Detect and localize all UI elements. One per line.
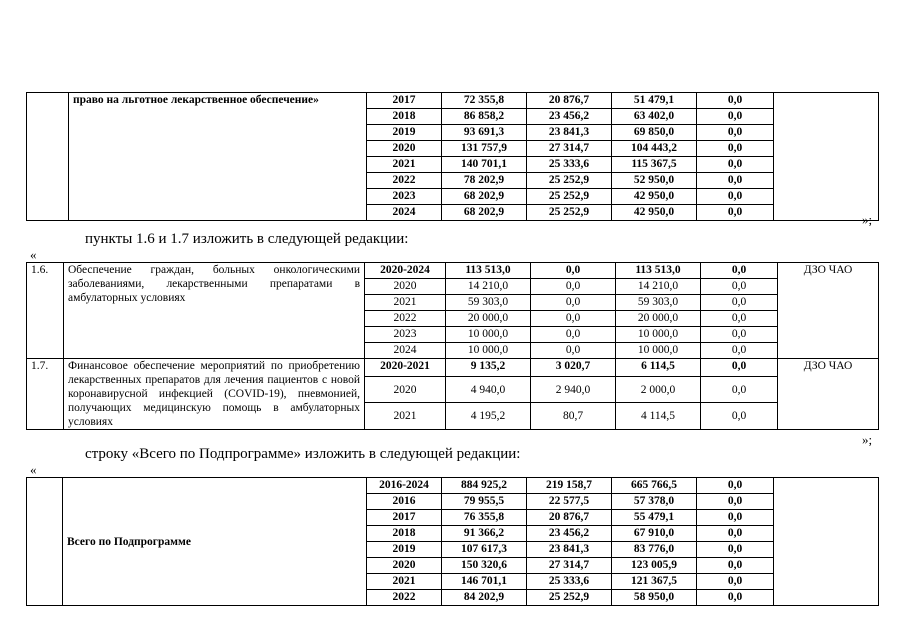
value-cell: 59 303,0: [616, 295, 701, 311]
year-cell: 2023: [367, 189, 442, 205]
year-cell: 2021: [367, 157, 442, 173]
value-cell: 0,0: [697, 141, 774, 157]
value-cell: 0,0: [697, 125, 774, 141]
value-cell: 93 691,3: [442, 125, 527, 141]
value-cell: 68 202,9: [442, 205, 527, 221]
table-privilege-drugs: [26, 92, 879, 221]
value-cell: 22 577,5: [527, 494, 612, 510]
value-cell: 0,0: [697, 590, 774, 606]
value-cell: 78 202,9: [442, 173, 527, 189]
value-cell: 42 950,0: [612, 189, 697, 205]
value-cell: 0,0: [697, 173, 774, 189]
year-cell: 2020: [365, 376, 446, 403]
year-cell: 2020: [365, 279, 446, 295]
value-cell: 25 252,9: [527, 189, 612, 205]
value-cell: 0,0: [697, 574, 774, 590]
value-cell: 3 020,7: [531, 359, 616, 377]
value-cell: 0,0: [701, 343, 778, 359]
year-cell: 2018: [367, 109, 442, 125]
paragraph-total-row: строку «Всего по Подпрограмме» изложить в следующей редакции:: [85, 446, 521, 462]
value-cell: 0,0: [697, 558, 774, 574]
value-cell: 140 701,1: [442, 157, 527, 173]
value-cell: 665 766,5: [612, 478, 697, 494]
value-cell: 0,0: [697, 109, 774, 125]
year-cell: 2019: [367, 125, 442, 141]
value-cell: 2 000,0: [616, 376, 701, 403]
table-subprogram-total: [26, 477, 879, 606]
value-cell: 6 114,5: [616, 359, 701, 377]
value-cell: 0,0: [531, 343, 616, 359]
year-cell: 2016: [367, 494, 442, 510]
value-cell: 23 456,2: [527, 109, 612, 125]
value-cell: 2 940,0: [531, 376, 616, 403]
table-row: [27, 359, 879, 377]
value-cell: 113 513,0: [616, 263, 701, 279]
year-cell: 2016-2024: [367, 478, 442, 494]
year-cell: 2020-2021: [365, 359, 446, 377]
value-cell: 0,0: [697, 542, 774, 558]
executor-cell: [774, 93, 879, 221]
value-cell: 0,0: [701, 327, 778, 343]
value-cell: 123 005,9: [612, 558, 697, 574]
table-row: [27, 93, 879, 109]
table-items-1-6-1-7: [26, 262, 879, 430]
year-cell: 2020: [367, 558, 442, 574]
value-cell: 25 333,6: [527, 157, 612, 173]
value-cell: 884 925,2: [442, 478, 527, 494]
value-cell: 0,0: [701, 295, 778, 311]
value-cell: 0,0: [531, 279, 616, 295]
table-row: [27, 263, 879, 279]
value-cell: 27 314,7: [527, 141, 612, 157]
year-cell: 2020-2024: [365, 263, 446, 279]
value-cell: 0,0: [701, 359, 778, 377]
executor-cell: ДЗО ЧАО: [778, 263, 879, 359]
value-cell: 107 617,3: [442, 542, 527, 558]
item-number: 1.7.: [27, 359, 64, 430]
value-cell: 63 402,0: [612, 109, 697, 125]
item-description: Обеспечение граждан, больных онкологическими заболеваниями, лекарственными препаратами в амбулаторных условиях: [64, 263, 365, 359]
value-cell: 84 202,9: [442, 590, 527, 606]
value-cell: 79 955,5: [442, 494, 527, 510]
value-cell: 91 366,2: [442, 526, 527, 542]
value-cell: 76 355,8: [442, 510, 527, 526]
close-quote: »;: [862, 432, 873, 447]
value-cell: 59 303,0: [446, 295, 531, 311]
value-cell: 150 320,6: [442, 558, 527, 574]
executor-cell: ДЗО ЧАО: [778, 359, 879, 430]
year-cell: 2018: [367, 526, 442, 542]
value-cell: 4 114,5: [616, 403, 701, 430]
year-cell: 2021: [367, 574, 442, 590]
year-cell: 2017: [367, 93, 442, 109]
year-cell: 2022: [365, 311, 446, 327]
table-row: [27, 478, 879, 494]
value-cell: 14 210,0: [616, 279, 701, 295]
year-cell: 2022: [367, 173, 442, 189]
value-cell: 20 000,0: [446, 311, 531, 327]
value-cell: 58 950,0: [612, 590, 697, 606]
item-number: 1.6.: [27, 263, 64, 359]
value-cell: 0,0: [531, 263, 616, 279]
value-cell: 0,0: [697, 526, 774, 542]
value-cell: 146 701,1: [442, 574, 527, 590]
value-cell: 121 367,5: [612, 574, 697, 590]
value-cell: 4 940,0: [446, 376, 531, 403]
value-cell: 0,0: [697, 205, 774, 221]
executor-cell: [774, 478, 879, 606]
value-cell: 27 314,7: [527, 558, 612, 574]
value-cell: 9 135,2: [446, 359, 531, 377]
value-cell: 115 367,5: [612, 157, 697, 173]
value-cell: 25 252,9: [527, 173, 612, 189]
year-cell: 2021: [365, 295, 446, 311]
close-quote: »;: [862, 212, 873, 227]
value-cell: 20 000,0: [616, 311, 701, 327]
value-cell: 219 158,7: [527, 478, 612, 494]
value-cell: 42 950,0: [612, 205, 697, 221]
value-cell: 72 355,8: [442, 93, 527, 109]
year-cell: 2024: [365, 343, 446, 359]
value-cell: 104 443,2: [612, 141, 697, 157]
year-cell: 2017: [367, 510, 442, 526]
paragraph-items-1-6-1-7: пункты 1.6 и 1.7 изложить в следующей редакции:: [85, 231, 409, 247]
value-cell: 0,0: [531, 311, 616, 327]
value-cell: 23 841,3: [527, 542, 612, 558]
value-cell: 0,0: [697, 510, 774, 526]
value-cell: 0,0: [697, 93, 774, 109]
number-cell: [27, 478, 63, 606]
value-cell: 55 479,1: [612, 510, 697, 526]
value-cell: 80,7: [531, 403, 616, 430]
value-cell: 0,0: [531, 295, 616, 311]
value-cell: 25 333,6: [527, 574, 612, 590]
value-cell: 113 513,0: [446, 263, 531, 279]
item-description: Финансовое обеспечение мероприятий по приобретению лекарственных препаратов для лечения пациентов с новой коронавирусной инфекцией (COVID-19), пневмонией, получающих медицинскую помощь в амбулаторных условиях: [64, 359, 365, 430]
value-cell: 23 456,2: [527, 526, 612, 542]
value-cell: 57 378,0: [612, 494, 697, 510]
value-cell: 14 210,0: [446, 279, 531, 295]
value-cell: 0,0: [701, 279, 778, 295]
value-cell: 0,0: [701, 403, 778, 430]
value-cell: 25 252,9: [527, 590, 612, 606]
value-cell: 20 876,7: [527, 93, 612, 109]
value-cell: 131 757,9: [442, 141, 527, 157]
value-cell: 23 841,3: [527, 125, 612, 141]
value-cell: 51 479,1: [612, 93, 697, 109]
value-cell: 68 202,9: [442, 189, 527, 205]
value-cell: 10 000,0: [446, 327, 531, 343]
value-cell: 0,0: [697, 478, 774, 494]
value-cell: 10 000,0: [446, 343, 531, 359]
value-cell: 20 876,7: [527, 510, 612, 526]
value-cell: 4 195,2: [446, 403, 531, 430]
value-cell: 67 910,0: [612, 526, 697, 542]
value-cell: 0,0: [701, 263, 778, 279]
value-cell: 86 858,2: [442, 109, 527, 125]
open-quote: «: [30, 462, 37, 477]
value-cell: 0,0: [701, 311, 778, 327]
value-cell: 83 776,0: [612, 542, 697, 558]
row-label: право на льготное лекарственное обеспечение»: [69, 93, 367, 221]
row-label: Всего по Подпрограмме: [63, 478, 367, 606]
year-cell: 2019: [367, 542, 442, 558]
value-cell: 0,0: [697, 157, 774, 173]
year-cell: 2024: [367, 205, 442, 221]
value-cell: 10 000,0: [616, 343, 701, 359]
value-cell: 0,0: [701, 376, 778, 403]
year-cell: 2021: [365, 403, 446, 430]
year-cell: 2022: [367, 590, 442, 606]
value-cell: 0,0: [531, 327, 616, 343]
value-cell: 10 000,0: [616, 327, 701, 343]
year-cell: 2023: [365, 327, 446, 343]
open-quote: «: [30, 247, 37, 262]
year-cell: 2020: [367, 141, 442, 157]
value-cell: 69 850,0: [612, 125, 697, 141]
value-cell: 0,0: [697, 189, 774, 205]
value-cell: 25 252,9: [527, 205, 612, 221]
value-cell: 0,0: [697, 494, 774, 510]
value-cell: 52 950,0: [612, 173, 697, 189]
number-cell: [27, 93, 69, 221]
